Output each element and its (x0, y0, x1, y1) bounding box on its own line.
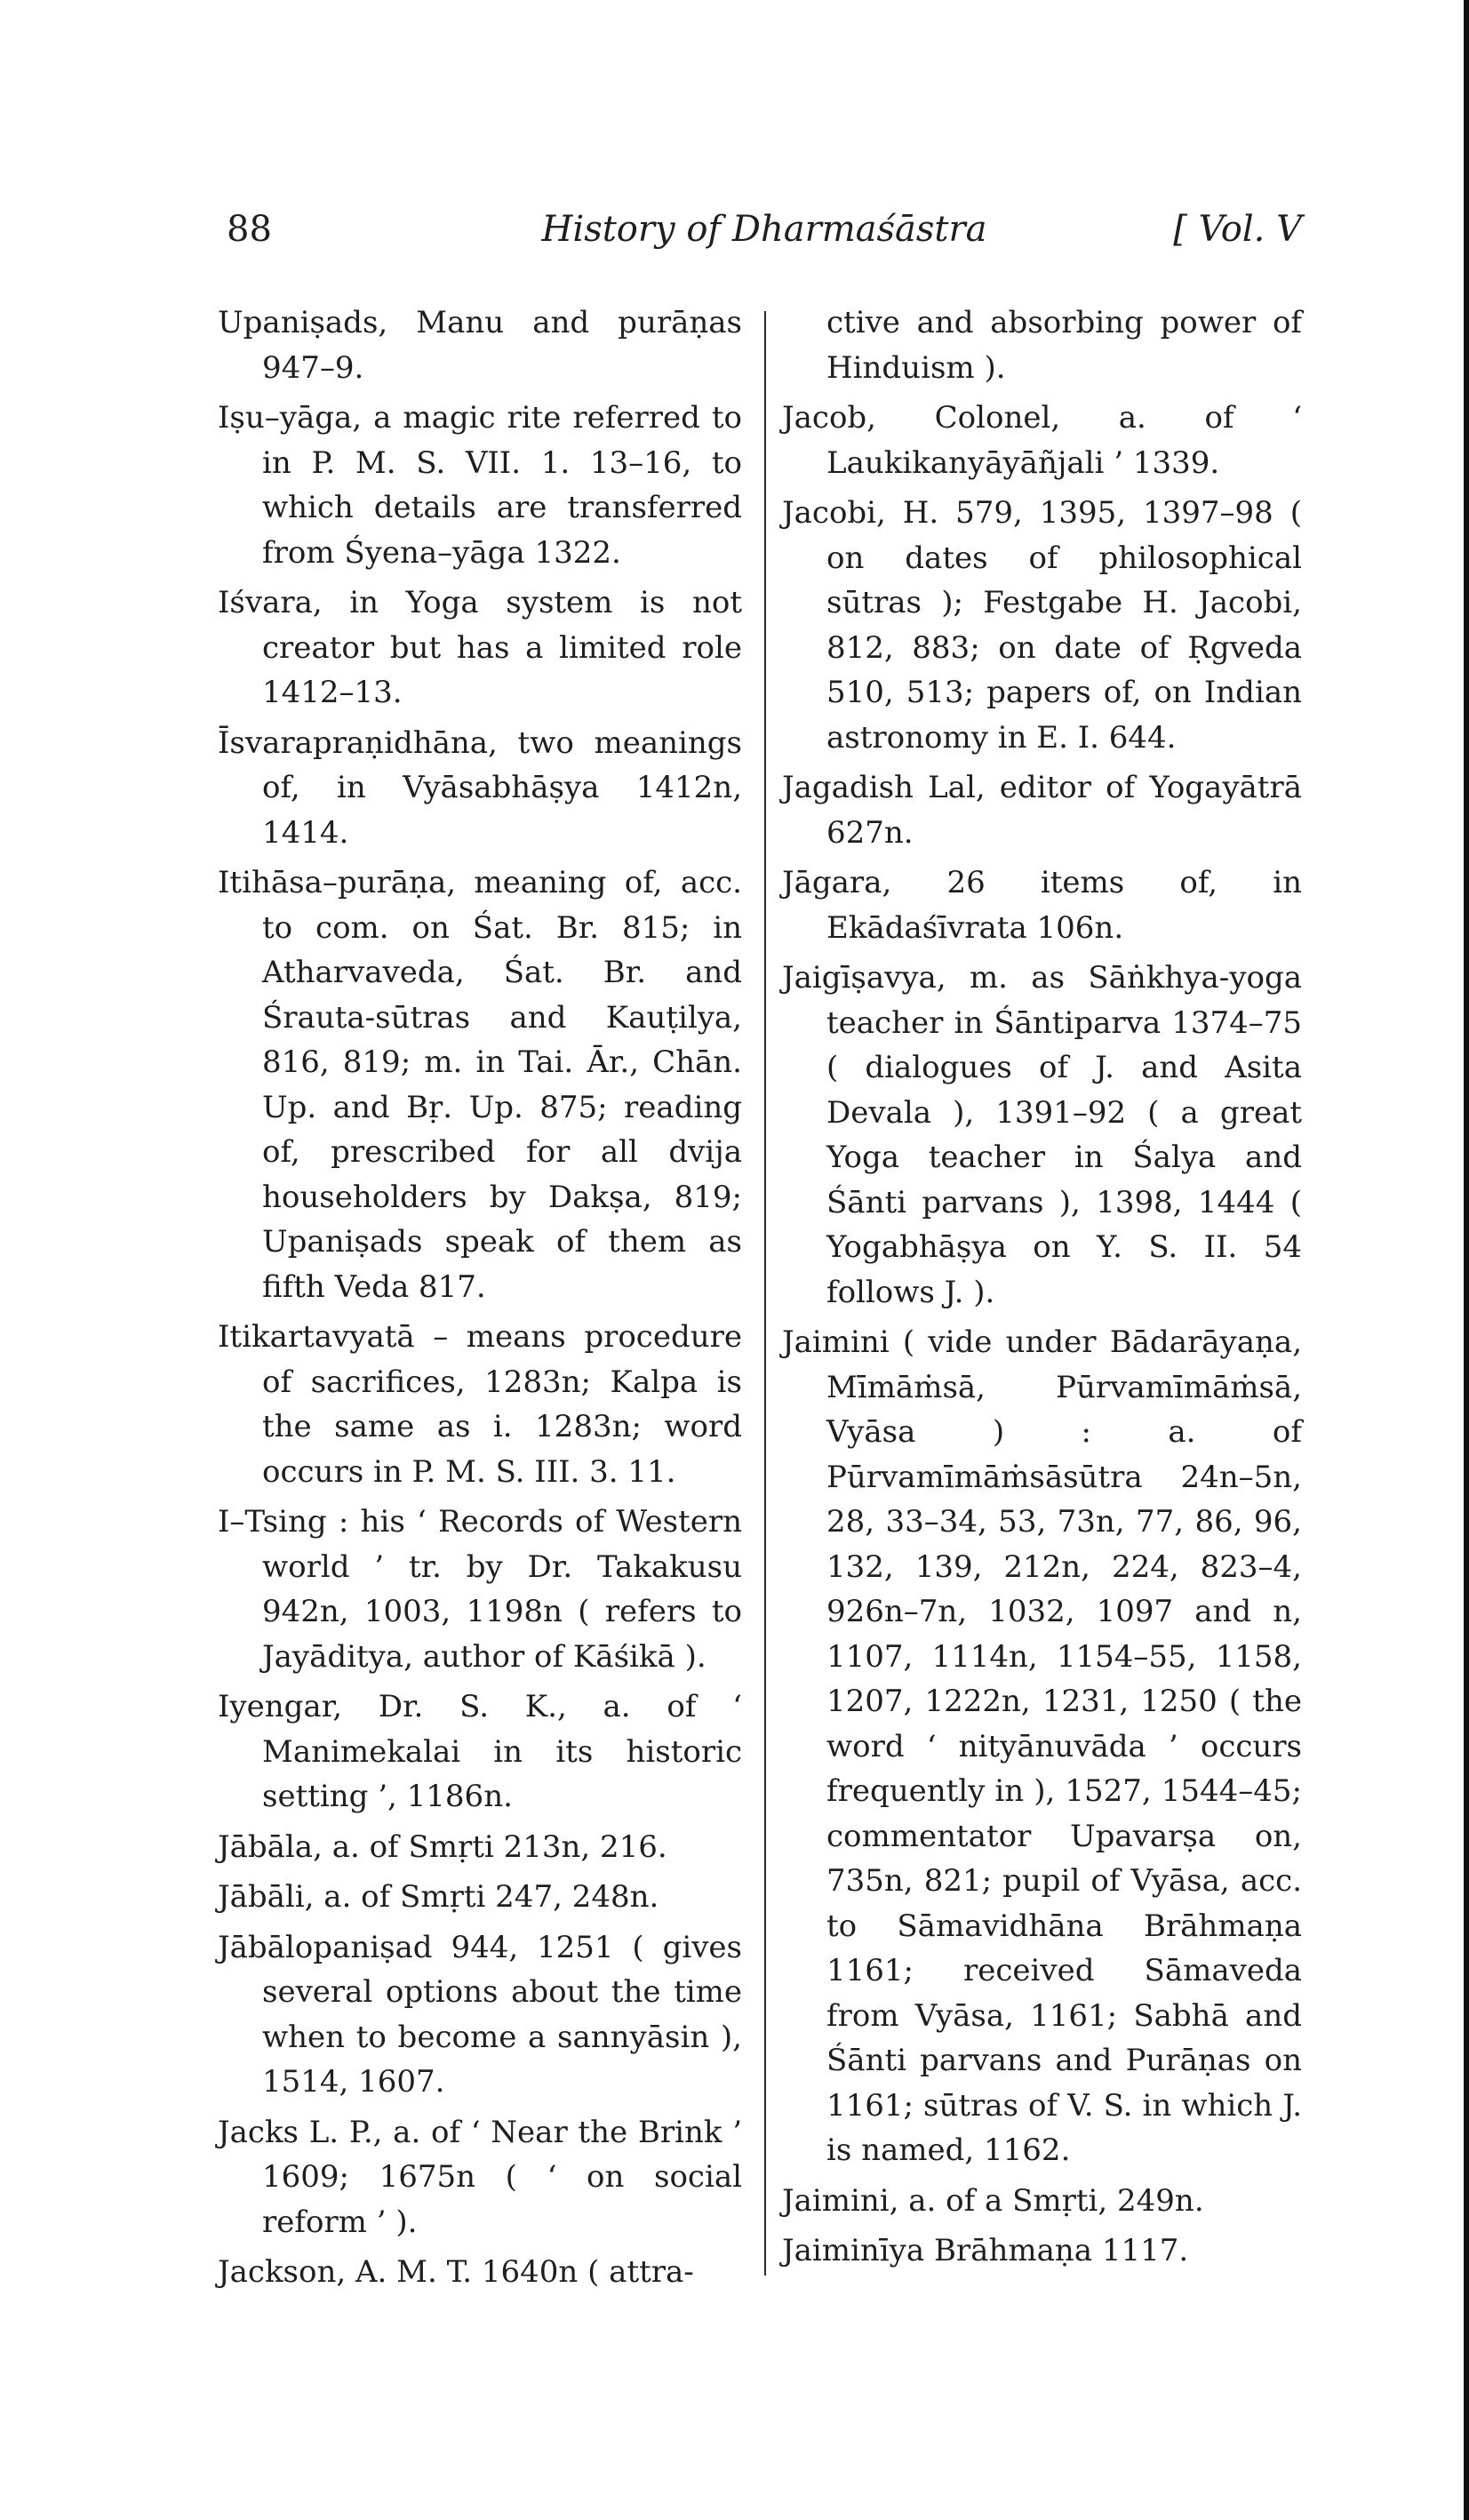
index-entry: Iśvara, in Yoga system is not creator but has a limited role 1412–13. (218, 585, 742, 710)
column-divider (764, 311, 766, 2276)
index-entry: Jābāli, a. of Smṛti 247, 248n. (218, 1879, 659, 1915)
index-entry: Iyengar, Dr. S. K., a. of ‘ Manimekalai in its historic setting ’, 1186n. (218, 1689, 742, 1814)
index-entry-continuation: ctive and absorbing power of Hinduism ). (826, 305, 1302, 386)
page-number: 88 (227, 209, 272, 250)
scan-edge-bar (1464, 0, 1469, 2520)
index-entry: Jacob, Colonel, a. of ‘ Laukikanyāyāñjali ’ 1339. (782, 400, 1302, 481)
index-entry: Jagadish Lal, editor of Yogayātrā 627n. (782, 770, 1302, 851)
running-title: History of Dharmaśāstra (541, 209, 987, 250)
index-entry: Jaiminīya Brāhmaṇa 1117. (782, 2233, 1189, 2268)
index-entry: I–Tsing : his ‘ Records of Western world ’ tr. by Dr. Takakusu 942n, 1003, 1198n ( refers to Jayāditya, author of Kāśikā ). (218, 1504, 742, 1675)
index-entry: Jāgara, 26 items of, in Ekādaśīvrata 106n. (782, 865, 1302, 946)
volume-label: [ Vol. V (1173, 209, 1302, 250)
index-entry: Jacobi, H. 579, 1395, 1397–98 ( on dates of philosophical sūtras ); Festgabe H. Jacobi, 812, 883; on date of Ṛgveda 510, 513; papers of, on Indian astronomy in E. I. 644. (782, 495, 1302, 756)
index-entry: Upaniṣads, Manu and purāṇas 947–9. (218, 305, 742, 386)
index-entry: Īsvarapraṇidhāna, two meanings of, in Vyāsabhāṣya 1412n, 1414. (218, 724, 742, 851)
index-entry: Iṣu–yāga, a magic rite referred to in P. M. S. VII. 1. 13–16, to which details are transferred from Śyena–yāga 1322. (218, 400, 742, 571)
running-header (227, 209, 1302, 262)
index-entry: Jaigīṣavya, m. as Sāṅkhya-yoga teacher in Śāntiparva 1374–75 ( dialogues of J. and Asita Devala ), 1391–92 ( a great Yoga teacher in Śalya and Śānti parvans ), 1398, 1444 ( Yogabhāṣya on Y. S. II. 54 follows J. ). (782, 960, 1302, 1310)
index-entry: Itihāsa–purāṇa, meaning of, acc. to com. on Śat. Br. 815; in Atharvaveda, Śat. Br. and Śrauta-sūtras and Kauṭilya, 816, 819; m. in Tai. Ār., Chān. Up. and Bṛ. Up. 875; reading of, prescribed for all dvija householders by Dakṣa, 819; Upaniṣads speak of them as fifth Veda 817. (218, 865, 742, 1305)
index-entry: Jaimini, a. of a Smṛti, 249n. (782, 2182, 1204, 2219)
left-column (218, 300, 742, 2300)
right-column (782, 300, 1302, 2279)
index-entry: Jābālopaniṣad 944, 1251 ( gives several options about the time when to become a sannyāsin ), 1514, 1607. (218, 1929, 742, 2100)
index-entry: Itikartavyatā – means procedure of sacrifices, 1283n; Kalpa is the same as i. 1283n; word occurs in P. M. S. III. 3. 11. (218, 1319, 742, 1490)
index-entry: Jackson, A. M. T. 1640n ( attra- (218, 2254, 694, 2290)
index-entry: Jacks L. P., a. of ‘ Near the Brink ’ 1609; 1675n ( ‘ on social reform ’ ). (218, 2114, 742, 2240)
index-entry: Jābāla, a. of Smṛti 213n, 216. (218, 1828, 667, 1865)
index-entry: Jaimini ( vide under Bādarāyaṇa, Mīmāṁsā, Pūrvamīmāṁsā, Vyāsa ) : a. of Pūrvamīmāṁsāsūtra 24n–5n, 28, 33–34, 53, 73n, 77, 86, 96, 132, 139, 212n, 224, 823–4, 926n–7n, 1032, 1097 and n, 1107, 1114n, 1154–55, 1158, 1207, 1222n, 1231, 1250 ( the word ‘ nityānuvāda ’ occurs frequently in ), 1527, 1544–45; commentator Upavarṣa on, 735n, 821; pupil of Vyāsa, acc. to Sāmavidhāna Brāhmaṇa 1161; received Sāmaveda from Vyāsa, 1161; Sabhā and Śānti parvans and Purāṇas on 1161; sūtras of V. S. in which J. is named, 1162. (782, 1324, 1302, 2168)
